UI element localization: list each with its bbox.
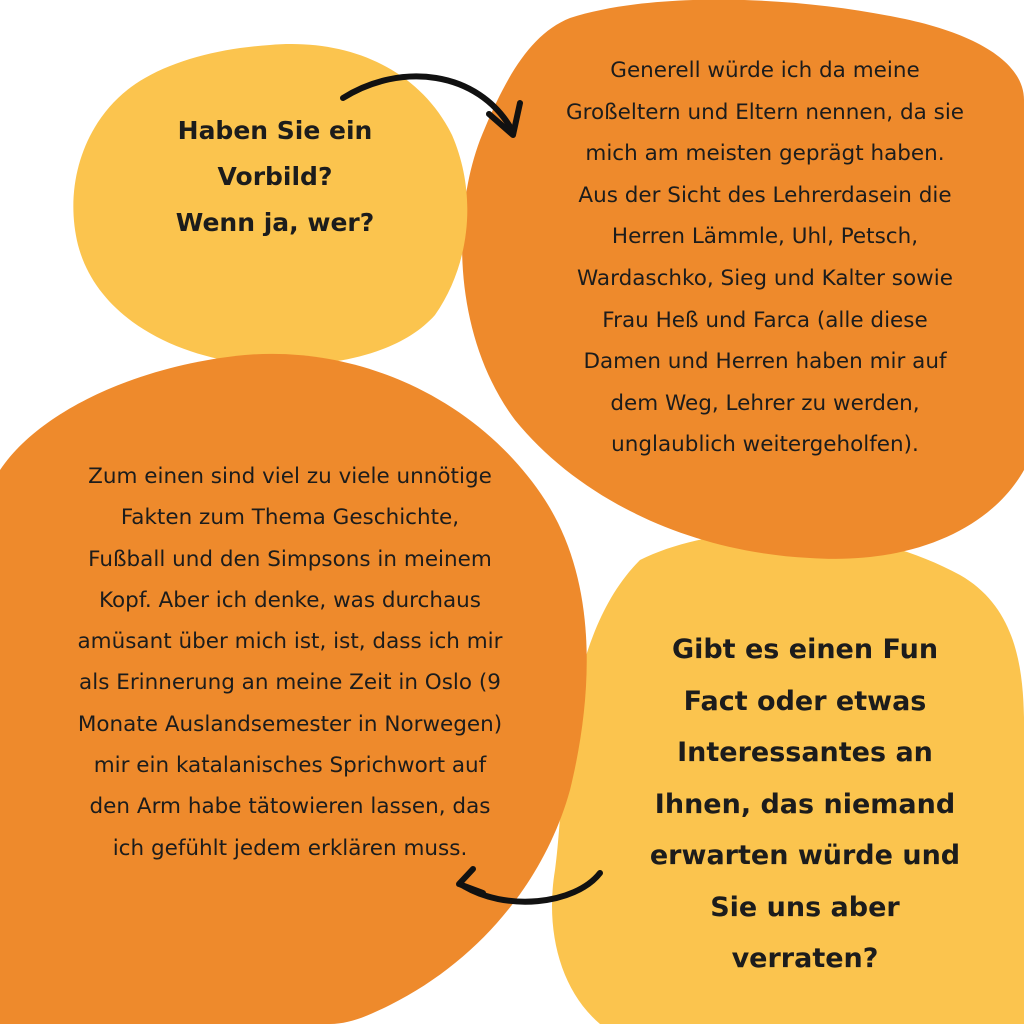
question-fun-fact	[610, 624, 1000, 985]
answer-line: Generell würde ich da meine	[610, 58, 920, 83]
answer-role-model	[530, 50, 1000, 466]
question-line: Interessantes an	[677, 737, 933, 768]
question-line: Fact oder etwas	[683, 685, 927, 717]
answer-line: Kopf. Aber ich denke, was durchaus	[99, 587, 481, 613]
answer-line: den Arm habe tätowieren lassen, das	[89, 794, 491, 820]
question-line: verraten?	[731, 943, 879, 974]
answer-line: Fakten zum Thema Geschichte,	[120, 505, 460, 531]
question-line: Gibt es einen Fun	[671, 634, 939, 665]
answer-line: Frau Heß und Farca (alle diese	[602, 307, 928, 333]
answer-line: mir ein katalanisches Sprichwort auf	[93, 753, 487, 779]
answer-fun-fact	[30, 456, 550, 869]
answer-line: Damen und Herren haben mir auf	[583, 349, 947, 375]
question-line: Haben Sie ein	[177, 116, 373, 145]
answer-line: unglaublich weitergeholfen).	[611, 432, 919, 458]
answer-line: mich am meisten geprägt haben.	[585, 141, 945, 167]
answer-line: Großeltern und Eltern nennen, da sie	[565, 99, 965, 125]
question-line: Vorbild?	[217, 162, 333, 191]
answer-line: Aus der Sicht des Lehrerdasein die	[578, 182, 952, 208]
answer-line: Zum einen sind viel zu viele unnötige	[88, 464, 492, 489]
answer-line: Fußball und den Simpsons in meinem	[88, 546, 492, 572]
answer-line: dem Weg, Lehrer zu werden,	[610, 390, 920, 416]
question-role-model	[120, 108, 430, 246]
answer-line: Wardaschko, Sieg und Kalter sowie	[577, 265, 953, 291]
question-line: Ihnen, das niemand	[654, 788, 956, 820]
answer-line: als Erinnerung an meine Zeit in Oslo (9	[79, 670, 501, 696]
question-line: Sie uns aber	[710, 891, 900, 923]
question-line: erwarten würde und	[649, 840, 961, 871]
question-line: Wenn ja, wer?	[175, 208, 375, 237]
answer-line: ich gefühlt jedem erklären muss.	[112, 835, 468, 861]
answer-line: Monate Auslandsemester in Norwegen)	[77, 711, 503, 737]
answer-line: amüsant über mich ist, ist, dass ich mir	[77, 629, 503, 655]
answer-line: Herren Lämmle, Uhl, Petsch,	[611, 224, 919, 250]
